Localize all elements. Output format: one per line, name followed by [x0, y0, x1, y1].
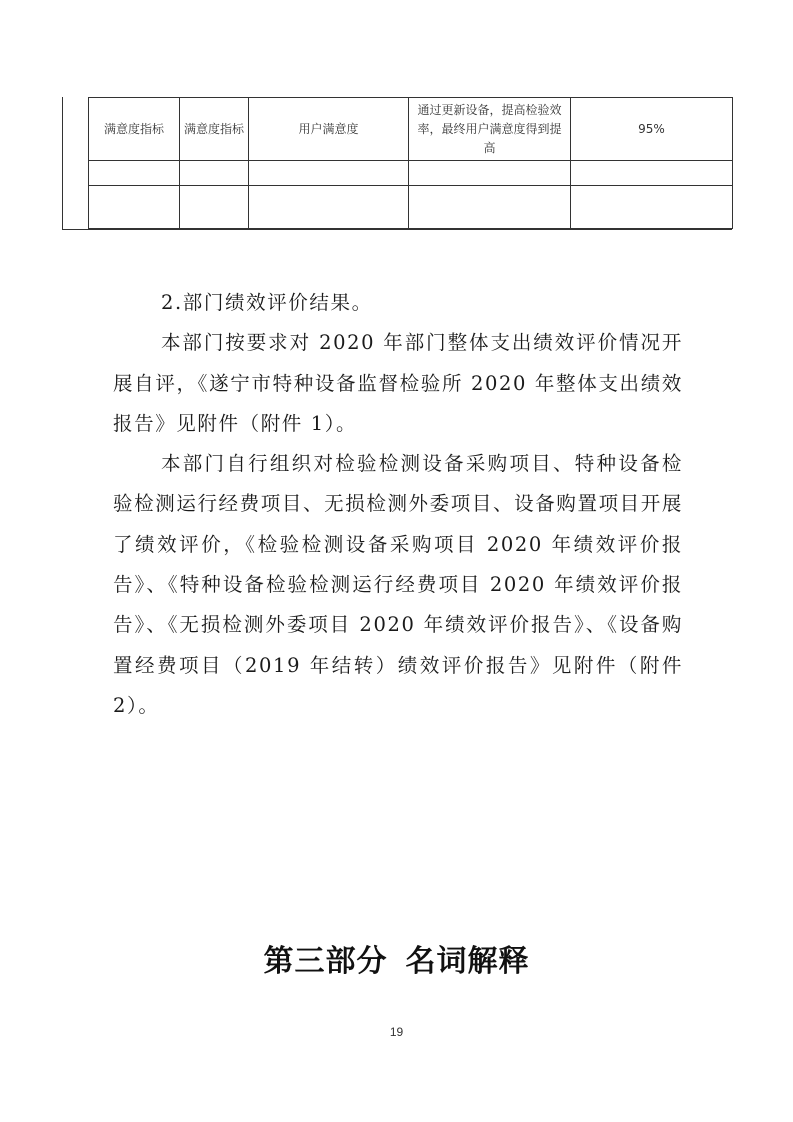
table-row [89, 161, 733, 186]
table-cell-category [89, 161, 180, 186]
table-outer-left-border [62, 97, 63, 230]
table-bottom-border [62, 229, 732, 230]
section-body [113, 283, 683, 726]
table-cell-content [409, 186, 571, 229]
table-cell-value [571, 186, 733, 229]
table-row [89, 186, 733, 229]
paragraph-self-evaluation: 本部门按要求对 2020 年部门整体支出绩效评价情况开展自评，《遂宁市特种设备监督检验所 2020 年整体支出绩效报告》见附件（附件 1）。 [113, 331, 683, 435]
paragraph-project-evaluation: 本部门自行组织对检验检测设备采购项目、特种设备检验检测运行经费项目、无损检测外委项目、设备购置项目开展了绩效评价，《检验检测设备采购项目 2020 年绩效评价报告》、《特种设备检验检测运行经费项目 2020 年绩效评价报告》、《无损检测外委项目 2020 年绩效评价报告》、《设备购置经费项目（2019 年结转）绩效评价报告》见附件（附件 2）。 [113, 452, 683, 717]
table-cell-subcategory [180, 186, 249, 229]
part-title: 名词解释 [405, 944, 530, 979]
part-heading [0, 936, 793, 980]
table-cell-category: 满意度指标 [89, 98, 180, 161]
table-cell-category [89, 186, 180, 229]
table-cell-content: 通过更新设备，提高检验效率，最终用户满意度得到提高 [409, 98, 571, 161]
table-cell-value [571, 161, 733, 186]
part-number: 第三部分 [263, 944, 388, 979]
table-cell-subcategory [180, 161, 249, 186]
section-heading: 2.部门绩效评价结果。 [161, 291, 373, 314]
table-cell-indicator: 用户满意度 [249, 98, 409, 161]
table-cell-value: 95% [571, 98, 733, 161]
table-cell-indicator [249, 161, 409, 186]
page-number: 19 [389, 1025, 404, 1039]
table-cell-subcategory: 满意度指标 [180, 98, 249, 161]
table-row [89, 98, 733, 161]
table-cell-indicator [249, 186, 409, 229]
performance-indicator-table [88, 97, 733, 229]
table-cell-content [409, 161, 571, 186]
performance-table-fragment [62, 97, 732, 230]
